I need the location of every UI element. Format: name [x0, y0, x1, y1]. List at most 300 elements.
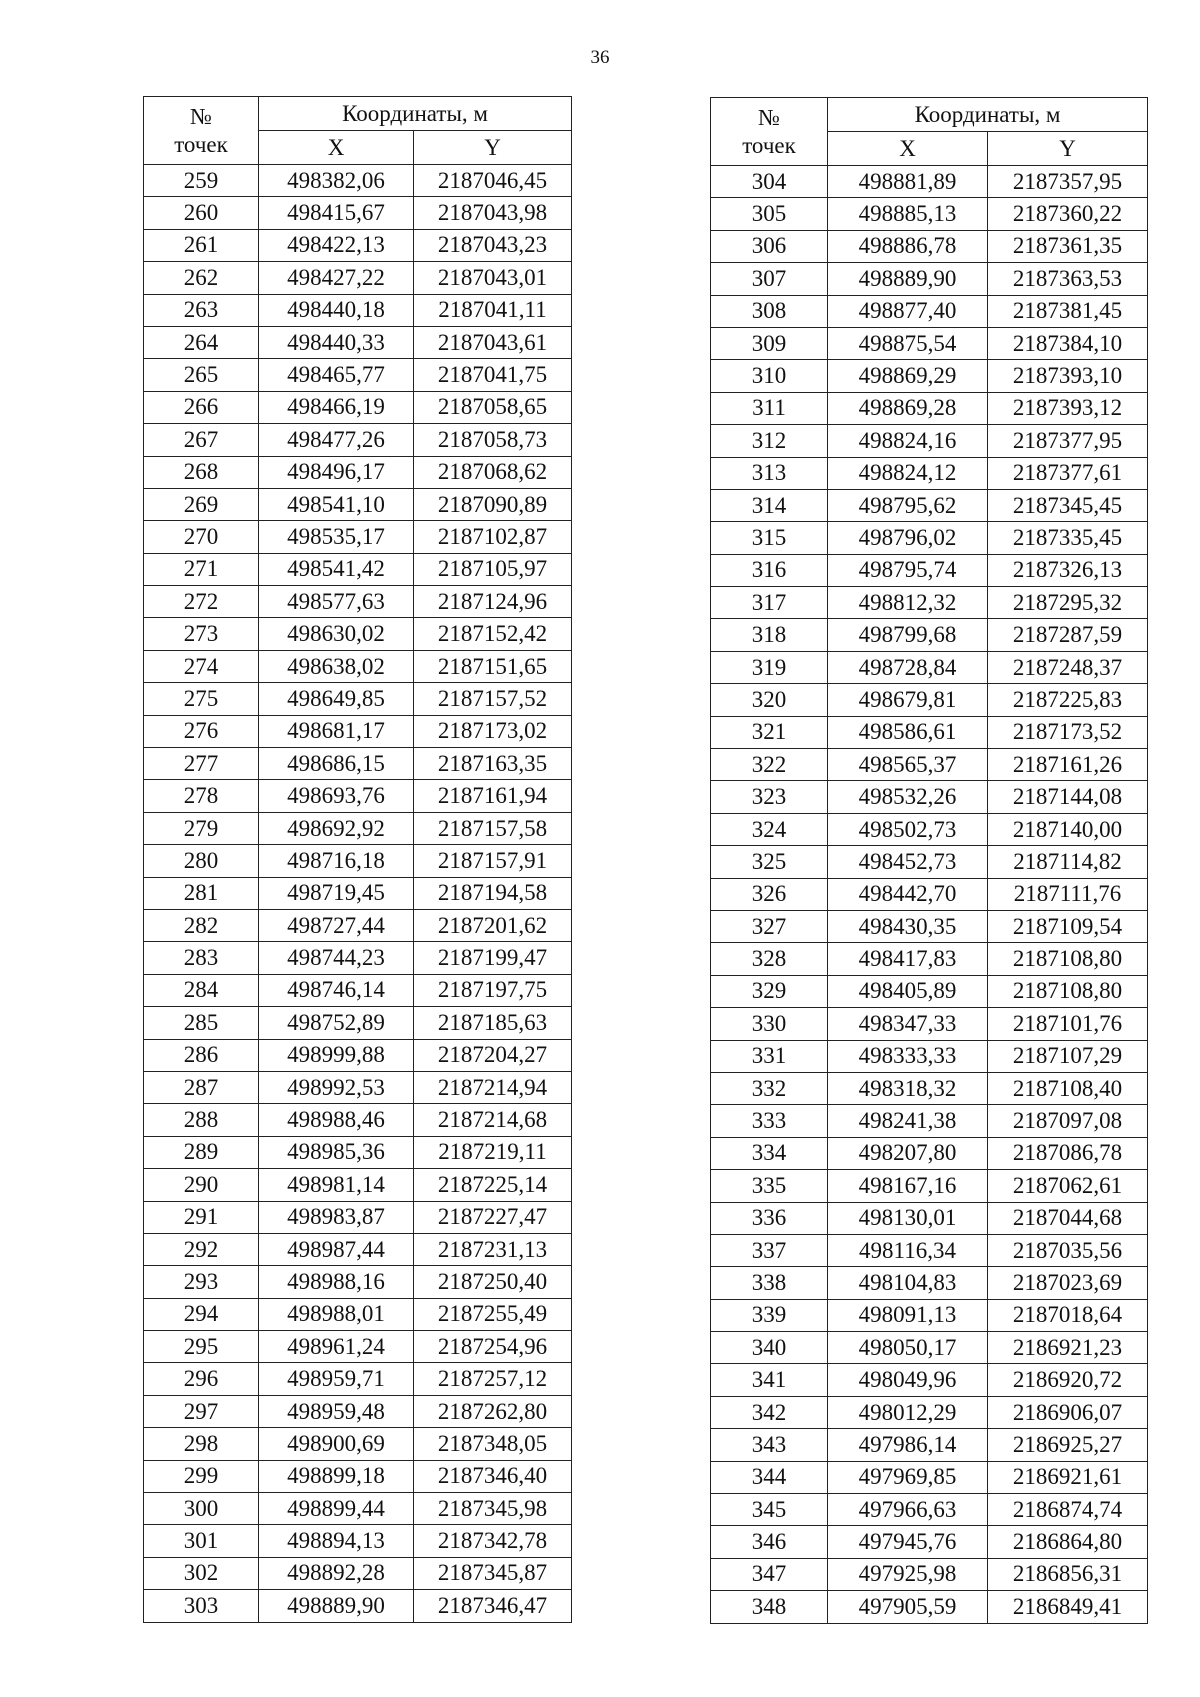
y-coordinate-cell: 2187225,83	[988, 684, 1148, 716]
y-coordinate-cell: 2187225,14	[414, 1169, 572, 1201]
point-number-cell: 266	[144, 391, 259, 423]
table-row	[711, 910, 1148, 942]
page-number: 36	[590, 47, 610, 68]
point-number-cell: 298	[144, 1428, 259, 1460]
table-row	[711, 1299, 1148, 1331]
y-coordinate-cell: 2187348,05	[414, 1428, 572, 1460]
point-number-cell: 261	[144, 229, 259, 261]
table-row	[144, 1266, 572, 1298]
y-coordinate-cell: 2187058,65	[414, 391, 572, 423]
y-coordinate-cell: 2187157,52	[414, 683, 572, 715]
point-number-cell: 309	[711, 327, 828, 359]
y-coordinate-cell: 2187384,10	[988, 327, 1148, 359]
table-row	[711, 813, 1148, 845]
table-row	[144, 1557, 572, 1589]
x-coordinate-cell: 498875,54	[828, 327, 988, 359]
x-coordinate-cell: 498796,02	[828, 522, 988, 554]
x-coordinate-cell: 498012,29	[828, 1396, 988, 1428]
y-coordinate-cell: 2187231,13	[414, 1233, 572, 1265]
table-row	[144, 715, 572, 747]
table-row	[711, 975, 1148, 1007]
y-coordinate-cell: 2187254,96	[414, 1331, 572, 1363]
point-number-cell: 338	[711, 1267, 828, 1299]
table-row	[711, 1461, 1148, 1493]
point-number-cell: 275	[144, 683, 259, 715]
table-row	[144, 359, 572, 391]
table-row	[711, 1396, 1148, 1428]
point-number-cell: 279	[144, 812, 259, 844]
point-number-cell: 325	[711, 846, 828, 878]
x-coordinate-cell: 498959,48	[259, 1395, 414, 1427]
coordinates-header: Координаты, м	[259, 97, 572, 131]
x-coordinate-cell: 498427,22	[259, 262, 414, 294]
point-number-cell: 297	[144, 1395, 259, 1427]
point-number-cell: 260	[144, 197, 259, 229]
x-coordinate-cell: 498679,81	[828, 684, 988, 716]
x-coordinate-cell: 498988,16	[259, 1266, 414, 1298]
x-coordinate-cell: 498681,17	[259, 715, 414, 747]
y-coordinate-cell: 2187255,49	[414, 1298, 572, 1330]
point-number-cell: 319	[711, 651, 828, 683]
x-coordinate-cell: 498452,73	[828, 846, 988, 878]
y-coordinate-cell: 2187041,75	[414, 359, 572, 391]
y-coordinate-cell: 2187201,62	[414, 909, 572, 941]
point-number-cell: 329	[711, 975, 828, 1007]
point-number-cell: 284	[144, 974, 259, 1006]
y-coordinate-cell: 2187161,26	[988, 749, 1148, 781]
table-row	[711, 230, 1148, 262]
x-coordinate-cell: 498207,80	[828, 1137, 988, 1169]
x-coordinate-cell: 498881,89	[828, 166, 988, 198]
y-coordinate-cell: 2187173,02	[414, 715, 572, 747]
point-number-cell: 318	[711, 619, 828, 651]
table-row	[711, 1234, 1148, 1266]
y-coordinate-cell: 2186864,80	[988, 1526, 1148, 1558]
point-number-cell: 290	[144, 1169, 259, 1201]
x-coordinate-cell: 498983,87	[259, 1201, 414, 1233]
y-coordinate-cell: 2187250,40	[414, 1266, 572, 1298]
table-row	[144, 553, 572, 585]
x-coordinate-cell: 498999,88	[259, 1039, 414, 1071]
y-coordinate-cell: 2187018,64	[988, 1299, 1148, 1331]
x-header: X	[828, 132, 988, 166]
table-row	[711, 1072, 1148, 1104]
x-coordinate-cell: 498116,34	[828, 1234, 988, 1266]
table-row	[711, 1591, 1148, 1623]
y-coordinate-cell: 2187062,61	[988, 1170, 1148, 1202]
point-number-cell: 324	[711, 813, 828, 845]
point-number-cell: 348	[711, 1591, 828, 1623]
point-number-cell: 307	[711, 263, 828, 295]
table-row	[711, 716, 1148, 748]
table-row	[144, 1104, 572, 1136]
table-row	[711, 1137, 1148, 1169]
point-number-cell: 263	[144, 294, 259, 326]
y-coordinate-cell: 2186921,23	[988, 1332, 1148, 1364]
point-number-cell: 289	[144, 1136, 259, 1168]
y-coordinate-cell: 2187360,22	[988, 198, 1148, 230]
x-coordinate-cell: 498899,18	[259, 1460, 414, 1492]
x-coordinate-cell: 497925,98	[828, 1558, 988, 1590]
point-number-cell: 343	[711, 1429, 828, 1461]
y-coordinate-cell: 2187204,27	[414, 1039, 572, 1071]
point-number-cell: 286	[144, 1039, 259, 1071]
y-coordinate-cell: 2186874,74	[988, 1494, 1148, 1526]
x-coordinate-cell: 498541,42	[259, 553, 414, 585]
x-coordinate-cell: 498985,36	[259, 1136, 414, 1168]
x-coordinate-cell: 498885,13	[828, 198, 988, 230]
table-row	[144, 165, 572, 197]
x-coordinate-cell: 498992,53	[259, 1071, 414, 1103]
table-row	[711, 943, 1148, 975]
x-coordinate-cell: 498693,76	[259, 780, 414, 812]
table-row	[144, 877, 572, 909]
table-row	[144, 1363, 572, 1395]
y-coordinate-cell: 2187361,35	[988, 230, 1148, 262]
table-row	[144, 683, 572, 715]
point-number-cell: 315	[711, 522, 828, 554]
point-number-cell: 283	[144, 942, 259, 974]
point-number-cell: 340	[711, 1332, 828, 1364]
x-coordinate-cell: 498050,17	[828, 1332, 988, 1364]
x-coordinate-cell: 498824,12	[828, 457, 988, 489]
x-coordinate-cell: 498686,15	[259, 748, 414, 780]
point-number-cell: 316	[711, 554, 828, 586]
table-row	[144, 586, 572, 618]
y-coordinate-cell: 2187393,12	[988, 392, 1148, 424]
x-coordinate-cell: 498899,44	[259, 1493, 414, 1525]
y-coordinate-cell: 2187157,91	[414, 845, 572, 877]
x-coordinate-cell: 498894,13	[259, 1525, 414, 1557]
x-coordinate-cell: 498987,44	[259, 1233, 414, 1265]
point-number-cell: 312	[711, 425, 828, 457]
y-coordinate-cell: 2187345,45	[988, 489, 1148, 521]
table-row	[711, 522, 1148, 554]
x-coordinate-cell: 498889,90	[828, 263, 988, 295]
table-row	[711, 425, 1148, 457]
x-coordinate-cell: 498130,01	[828, 1202, 988, 1234]
y-coordinate-cell: 2187035,56	[988, 1234, 1148, 1266]
table-row	[144, 488, 572, 520]
table-row	[144, 748, 572, 780]
point-number-cell: 322	[711, 749, 828, 781]
y-coordinate-cell: 2187287,59	[988, 619, 1148, 651]
x-header: X	[259, 131, 414, 165]
point-number-header: № точек	[711, 98, 828, 166]
point-number-cell: 347	[711, 1558, 828, 1590]
point-number-cell: 265	[144, 359, 259, 391]
y-coordinate-cell: 2187044,68	[988, 1202, 1148, 1234]
table-row	[144, 1428, 572, 1460]
x-coordinate-cell: 498415,67	[259, 197, 414, 229]
y-header: Y	[988, 132, 1148, 166]
x-coordinate-cell: 498649,85	[259, 683, 414, 715]
x-coordinate-cell: 498541,10	[259, 488, 414, 520]
point-number-cell: 280	[144, 845, 259, 877]
x-coordinate-cell: 498716,18	[259, 845, 414, 877]
point-number-cell: 269	[144, 488, 259, 520]
table-row	[711, 392, 1148, 424]
y-coordinate-cell: 2187214,94	[414, 1071, 572, 1103]
x-coordinate-cell: 498752,89	[259, 1007, 414, 1039]
x-coordinate-cell: 498496,17	[259, 456, 414, 488]
x-coordinate-cell: 498167,16	[828, 1170, 988, 1202]
table-row	[711, 198, 1148, 230]
y-coordinate-cell: 2187090,89	[414, 488, 572, 520]
table-row	[711, 1170, 1148, 1202]
x-coordinate-cell: 498869,29	[828, 360, 988, 392]
x-coordinate-cell: 497905,59	[828, 1591, 988, 1623]
y-coordinate-cell: 2187346,47	[414, 1590, 572, 1622]
y-coordinate-cell: 2187111,76	[988, 878, 1148, 910]
point-number-cell: 303	[144, 1590, 259, 1622]
point-number-cell: 273	[144, 618, 259, 650]
table-row	[711, 263, 1148, 295]
table-row	[144, 391, 572, 423]
x-coordinate-cell: 498869,28	[828, 392, 988, 424]
point-number-cell: 272	[144, 586, 259, 618]
y-coordinate-cell: 2186925,27	[988, 1429, 1148, 1461]
x-coordinate-cell: 497986,14	[828, 1429, 988, 1461]
y-coordinate-cell: 2187124,96	[414, 586, 572, 618]
y-coordinate-cell: 2187108,80	[988, 975, 1148, 1007]
x-coordinate-cell: 498981,14	[259, 1169, 414, 1201]
table-row	[144, 1169, 572, 1201]
x-coordinate-cell: 498719,45	[259, 877, 414, 909]
table-row	[144, 197, 572, 229]
y-coordinate-cell: 2187295,32	[988, 587, 1148, 619]
table-row	[711, 1526, 1148, 1558]
table-row	[711, 846, 1148, 878]
table-row	[144, 974, 572, 1006]
x-coordinate-cell: 498727,44	[259, 909, 414, 941]
point-number-cell: 330	[711, 1008, 828, 1040]
y-coordinate-cell: 2187377,61	[988, 457, 1148, 489]
y-coordinate-cell: 2187041,11	[414, 294, 572, 326]
table-row	[144, 1039, 572, 1071]
table-row	[711, 554, 1148, 586]
table-row	[711, 360, 1148, 392]
x-coordinate-cell: 498586,61	[828, 716, 988, 748]
point-number-cell: 332	[711, 1072, 828, 1104]
x-coordinate-cell: 498988,46	[259, 1104, 414, 1136]
x-coordinate-cell: 498630,02	[259, 618, 414, 650]
table-row	[144, 812, 572, 844]
table-row	[144, 1136, 572, 1168]
x-coordinate-cell: 498318,32	[828, 1072, 988, 1104]
point-number-cell: 341	[711, 1364, 828, 1396]
y-coordinate-cell: 2187157,58	[414, 812, 572, 844]
x-coordinate-cell: 498892,28	[259, 1557, 414, 1589]
y-coordinate-cell: 2187140,00	[988, 813, 1148, 845]
point-number-cell: 320	[711, 684, 828, 716]
point-number-cell: 262	[144, 262, 259, 294]
point-number-cell: 345	[711, 1494, 828, 1526]
y-coordinate-cell: 2186921,61	[988, 1461, 1148, 1493]
table-row	[144, 326, 572, 358]
y-coordinate-cell: 2187173,52	[988, 716, 1148, 748]
point-number-cell: 268	[144, 456, 259, 488]
y-coordinate-cell: 2187144,08	[988, 781, 1148, 813]
y-coordinate-cell: 2186906,07	[988, 1396, 1148, 1428]
point-number-cell: 282	[144, 909, 259, 941]
x-coordinate-cell: 498405,89	[828, 975, 988, 1007]
y-coordinate-cell: 2187151,65	[414, 650, 572, 682]
x-coordinate-cell: 498889,90	[259, 1590, 414, 1622]
point-number-cell: 301	[144, 1525, 259, 1557]
x-coordinate-cell: 498049,96	[828, 1364, 988, 1396]
table-row	[711, 749, 1148, 781]
y-coordinate-cell: 2187102,87	[414, 521, 572, 553]
y-coordinate-cell: 2187114,82	[988, 846, 1148, 878]
table-row	[711, 1267, 1148, 1299]
table-row	[711, 1494, 1148, 1526]
y-coordinate-cell: 2187043,61	[414, 326, 572, 358]
coordinates-table-right	[710, 97, 1148, 1624]
x-coordinate-cell: 498477,26	[259, 424, 414, 456]
table-row	[144, 1460, 572, 1492]
x-coordinate-cell: 498988,01	[259, 1298, 414, 1330]
point-number-cell: 308	[711, 295, 828, 327]
table-row	[144, 456, 572, 488]
point-number-cell: 311	[711, 392, 828, 424]
point-number-cell: 326	[711, 878, 828, 910]
y-coordinate-cell: 2187194,58	[414, 877, 572, 909]
table-row	[711, 619, 1148, 651]
x-coordinate-cell: 498744,23	[259, 942, 414, 974]
y-coordinate-cell: 2186920,72	[988, 1364, 1148, 1396]
x-coordinate-cell: 498417,83	[828, 943, 988, 975]
table-row	[144, 942, 572, 974]
table-row	[144, 521, 572, 553]
x-coordinate-cell: 498430,35	[828, 910, 988, 942]
table-row	[711, 684, 1148, 716]
x-coordinate-cell: 498728,84	[828, 651, 988, 683]
table-row	[144, 1493, 572, 1525]
point-number-cell: 278	[144, 780, 259, 812]
table-row	[711, 166, 1148, 198]
table-row	[711, 1040, 1148, 1072]
table-row	[144, 1201, 572, 1233]
point-number-cell: 296	[144, 1363, 259, 1395]
y-coordinate-cell: 2187335,45	[988, 522, 1148, 554]
table-row	[711, 587, 1148, 619]
table-row	[711, 1105, 1148, 1137]
table-row	[144, 618, 572, 650]
x-coordinate-cell: 498241,38	[828, 1105, 988, 1137]
point-number-cell: 342	[711, 1396, 828, 1428]
y-coordinate-cell: 2187185,63	[414, 1007, 572, 1039]
table-row	[144, 1331, 572, 1363]
point-number-cell: 295	[144, 1331, 259, 1363]
point-number-cell: 276	[144, 715, 259, 747]
y-coordinate-cell: 2187108,80	[988, 943, 1148, 975]
y-coordinate-cell: 2187161,94	[414, 780, 572, 812]
x-coordinate-cell: 497945,76	[828, 1526, 988, 1558]
table-row	[144, 262, 572, 294]
table-row	[711, 1202, 1148, 1234]
point-number-cell: 304	[711, 166, 828, 198]
x-coordinate-cell: 498535,17	[259, 521, 414, 553]
x-coordinate-cell: 498799,68	[828, 619, 988, 651]
y-coordinate-cell: 2187257,12	[414, 1363, 572, 1395]
table-row	[711, 1558, 1148, 1590]
x-coordinate-cell: 498638,02	[259, 650, 414, 682]
point-number-cell: 334	[711, 1137, 828, 1169]
point-number-cell: 299	[144, 1460, 259, 1492]
table-row	[711, 1008, 1148, 1040]
table-row	[711, 1364, 1148, 1396]
point-number-cell: 259	[144, 165, 259, 197]
y-coordinate-cell: 2187043,01	[414, 262, 572, 294]
point-number-cell: 264	[144, 326, 259, 358]
y-coordinate-cell: 2187199,47	[414, 942, 572, 974]
y-coordinate-cell: 2187058,73	[414, 424, 572, 456]
x-coordinate-cell: 498959,71	[259, 1363, 414, 1395]
x-coordinate-cell: 498104,83	[828, 1267, 988, 1299]
point-number-cell: 317	[711, 587, 828, 619]
y-coordinate-cell: 2187262,80	[414, 1395, 572, 1427]
point-number-cell: 305	[711, 198, 828, 230]
point-number-cell: 270	[144, 521, 259, 553]
y-coordinate-cell: 2187086,78	[988, 1137, 1148, 1169]
table-row	[144, 650, 572, 682]
table-row	[711, 878, 1148, 910]
y-coordinate-cell: 2187108,40	[988, 1072, 1148, 1104]
y-coordinate-cell: 2187152,42	[414, 618, 572, 650]
y-coordinate-cell: 2187097,08	[988, 1105, 1148, 1137]
y-coordinate-cell: 2187346,40	[414, 1460, 572, 1492]
table-row	[711, 457, 1148, 489]
y-coordinate-cell: 2187101,76	[988, 1008, 1148, 1040]
y-coordinate-cell: 2187248,37	[988, 651, 1148, 683]
table-row	[144, 780, 572, 812]
x-coordinate-cell: 498466,19	[259, 391, 414, 423]
point-number-header: № точек	[144, 97, 259, 165]
point-number-cell: 291	[144, 1201, 259, 1233]
y-coordinate-cell: 2187163,35	[414, 748, 572, 780]
point-number-cell: 333	[711, 1105, 828, 1137]
x-coordinate-cell: 498502,73	[828, 813, 988, 845]
x-coordinate-cell: 498824,16	[828, 425, 988, 457]
x-coordinate-cell: 498347,33	[828, 1008, 988, 1040]
x-coordinate-cell: 498440,33	[259, 326, 414, 358]
y-coordinate-cell: 2187357,95	[988, 166, 1148, 198]
table-row	[144, 1298, 572, 1330]
point-number-cell: 310	[711, 360, 828, 392]
point-number-cell: 281	[144, 877, 259, 909]
y-coordinate-cell: 2187109,54	[988, 910, 1148, 942]
point-number-cell: 306	[711, 230, 828, 262]
table-row	[144, 229, 572, 261]
x-coordinate-cell: 498795,74	[828, 554, 988, 586]
y-coordinate-cell: 2187345,98	[414, 1493, 572, 1525]
y-coordinate-cell: 2187068,62	[414, 456, 572, 488]
table-row	[144, 1007, 572, 1039]
point-number-cell: 327	[711, 910, 828, 942]
x-coordinate-cell: 498465,77	[259, 359, 414, 391]
point-number-cell: 336	[711, 1202, 828, 1234]
table-row	[711, 489, 1148, 521]
point-number-cell: 292	[144, 1233, 259, 1265]
x-coordinate-cell: 498577,63	[259, 586, 414, 618]
y-coordinate-cell: 2187214,68	[414, 1104, 572, 1136]
table-row	[144, 1590, 572, 1622]
x-coordinate-cell: 498886,78	[828, 230, 988, 262]
coordinates-header: Координаты, м	[828, 98, 1148, 132]
x-coordinate-cell: 498565,37	[828, 749, 988, 781]
x-coordinate-cell: 498333,33	[828, 1040, 988, 1072]
